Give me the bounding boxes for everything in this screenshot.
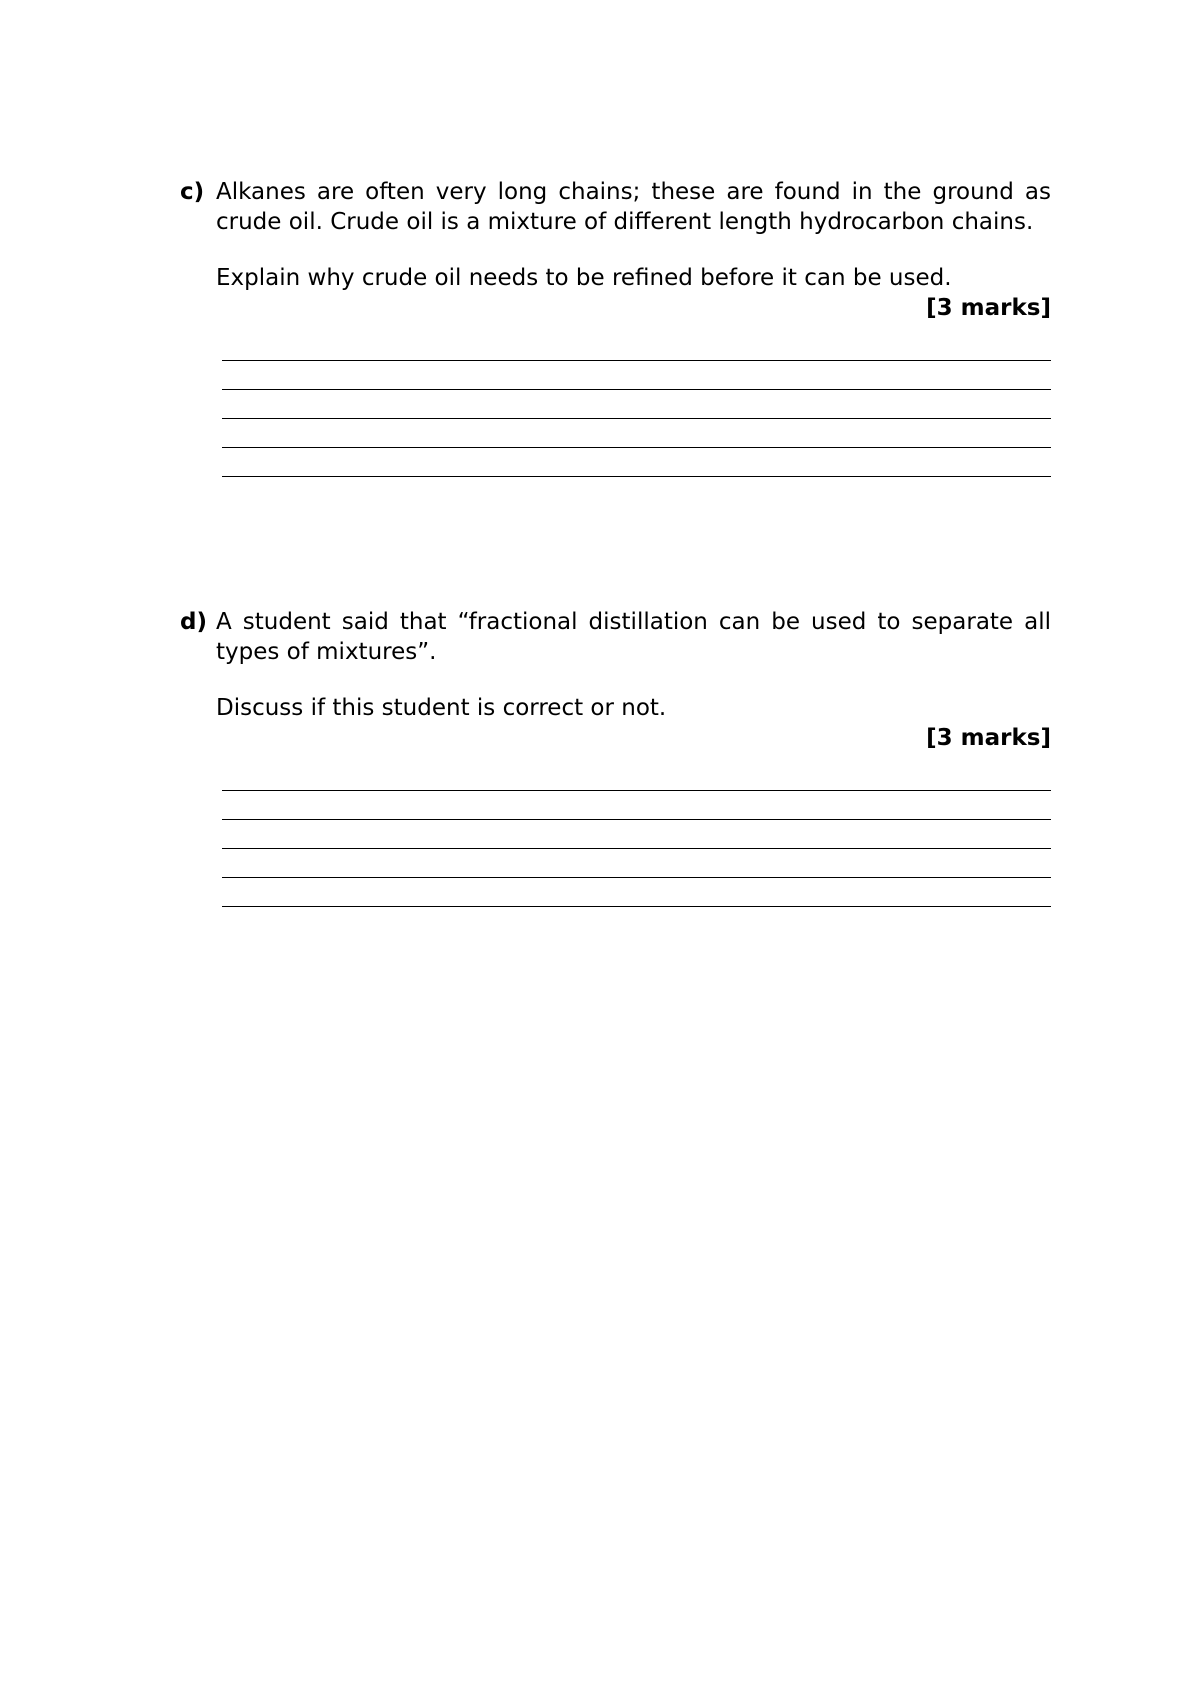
answer-line[interactable] xyxy=(222,762,1051,791)
answer-lines xyxy=(222,332,1051,477)
marks-label: [3 marks] xyxy=(926,295,1051,321)
question-d xyxy=(180,607,1051,907)
marks-label: [3 marks] xyxy=(926,725,1051,751)
answer-line[interactable] xyxy=(222,361,1051,390)
question-prompt: Discuss if this student is correct or not. xyxy=(216,695,667,721)
question-prompt: Explain why crude oil needs to be refined before it can be used. xyxy=(216,265,952,291)
question-label: c) xyxy=(180,179,205,205)
question-c xyxy=(180,177,1051,477)
answer-line[interactable] xyxy=(222,332,1051,361)
question-text: A student said that “fractional distillation can be used to separate all types of mixtures”. xyxy=(216,609,1051,665)
answer-line[interactable] xyxy=(222,849,1051,878)
question-text: Alkanes are often very long chains; these are found in the ground as crude oil. Crude oil is a mixture of different length hydrocarbon chains. xyxy=(216,179,1051,235)
answer-line[interactable] xyxy=(222,390,1051,419)
answer-line[interactable] xyxy=(222,820,1051,849)
answer-line[interactable] xyxy=(222,878,1051,907)
answer-line[interactable] xyxy=(222,419,1051,448)
question-label: d) xyxy=(180,609,207,635)
answer-line[interactable] xyxy=(222,791,1051,820)
answer-line[interactable] xyxy=(222,448,1051,477)
answer-lines xyxy=(222,762,1051,907)
